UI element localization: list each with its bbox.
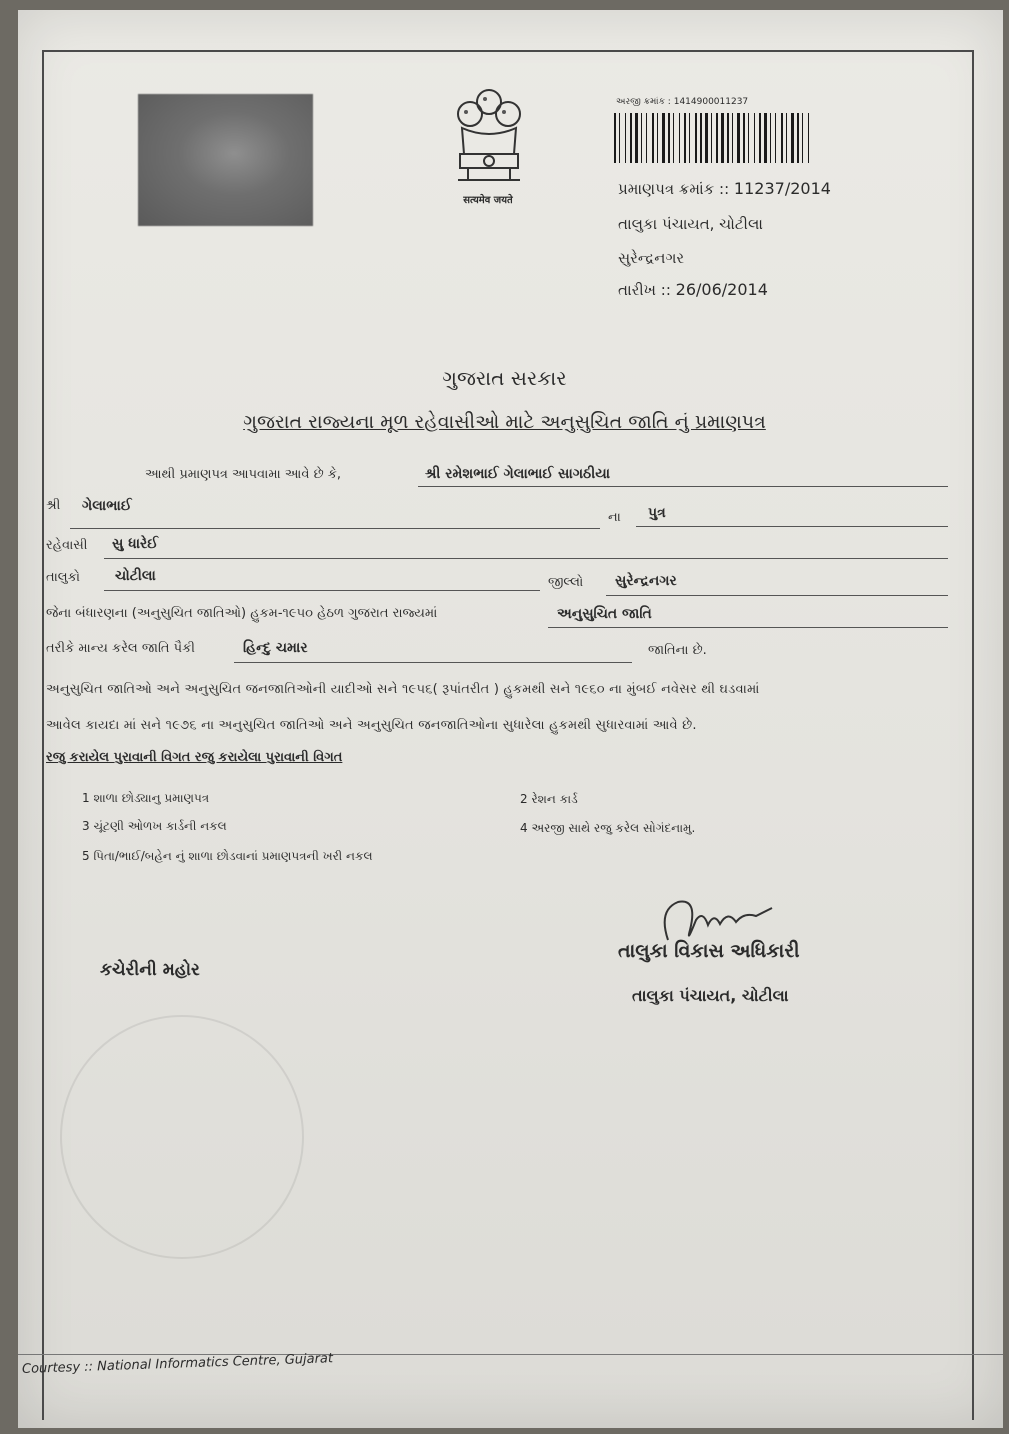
document-item-5: 5 પિતા/ભાઈ/બહેન નું શાળા છોડવાનાં પ્રમાણપત્રની ખરી નકલ xyxy=(82,849,373,863)
relation-prefix: ના xyxy=(608,510,621,525)
barcode-bar xyxy=(662,113,665,163)
barcode-bar xyxy=(737,113,740,163)
residence-rule xyxy=(104,558,948,559)
intro-text: આથી પ્રમાણપત્ર આપવામા આવે છે કે, xyxy=(145,467,342,482)
courtesy-footer: Courtesy :: National Informatics Centre, Gujarat xyxy=(21,1351,334,1377)
category-rule xyxy=(548,627,948,628)
certificate-date: 26/06/2014 xyxy=(675,280,768,299)
barcode-bar xyxy=(786,113,787,163)
barcode-bar xyxy=(705,113,708,163)
document-item-1: 1 શાળા છોડ્યાનુ પ્રમાણપત્ર xyxy=(82,791,210,805)
application-number-label: અરજી ક્રમાંક : xyxy=(616,97,671,107)
barcode-bar xyxy=(684,113,686,163)
caste-rule xyxy=(234,662,632,663)
barcode-bar xyxy=(797,113,799,163)
applicant-photo xyxy=(138,94,313,226)
certificate-title: ગુજરાત રાજ્યના મૂળ રહેવાસીઓ માટે અનુસુચિત જાતિ નું પ્રમાણપત્ર xyxy=(243,411,766,433)
faded-seal xyxy=(60,1015,304,1259)
barcode-bar xyxy=(802,113,803,163)
barcode-bar xyxy=(764,113,767,163)
national-emblem-icon xyxy=(448,84,530,194)
district-rule xyxy=(606,595,948,596)
district-label: જીલ્લો xyxy=(548,575,584,590)
barcode-bar xyxy=(711,113,712,163)
certificate-number: 11237/2014 xyxy=(733,179,831,198)
barcode-bar xyxy=(635,113,638,163)
barcode-bar xyxy=(673,113,674,163)
barcode xyxy=(612,113,816,163)
certificate-date-label: તારીખ :: xyxy=(618,281,671,299)
barcode-bar xyxy=(641,113,642,163)
barcode-bar xyxy=(732,113,733,163)
barcode-bar xyxy=(652,113,654,163)
barcode-bar xyxy=(625,113,626,163)
barcode-bar xyxy=(781,113,783,163)
caste: હિન્દુ ચમાર xyxy=(243,640,308,656)
barcode-bar xyxy=(689,113,690,163)
order-text: જેના બંધારણના (અનુસુચિત જાતિઓ) હુકમ-૧૯૫૦ હેઠળ ગુજરાત રાજ્યમાં xyxy=(46,606,438,621)
government-heading: ગુજરાત સરકાર xyxy=(442,366,567,390)
father-name-rule xyxy=(70,528,600,529)
barcode-bar xyxy=(668,113,670,163)
signatory-title: તાલુકા વિકાસ અધિકારી xyxy=(618,940,800,962)
issuing-district: સુરેન્દ્રનગર xyxy=(618,249,685,267)
documents-heading: રજુ કરાયેલ પુરાવાની વિગત રજુ કરાયેલા પુરાવાની વિગત xyxy=(46,750,343,765)
caste-suffix: જાતિના છે. xyxy=(648,643,707,658)
category: અનુસુચિત જાતિ xyxy=(557,606,652,622)
barcode-bar xyxy=(657,113,658,163)
barcode-bar xyxy=(630,113,632,163)
district: સુરેન્દ્રનગર xyxy=(615,573,677,589)
document-item-2: 2 રેશન કાર્ડ xyxy=(520,792,578,806)
document-item-3: 3 ચૂંટણી ઓળખ કાર્ડની નકલ xyxy=(82,819,227,833)
office-seal-label: કચેરીની મહોર xyxy=(100,960,200,980)
barcode-bar xyxy=(791,113,794,163)
document-item-4: 4 અરજી સાથે રજુ કરેલ સોગંદનામુ. xyxy=(520,821,696,835)
barcode-bar xyxy=(646,113,647,163)
certificate-number-line xyxy=(618,179,831,198)
holder-name: શ્રી રમેશભાઈ ગેલાભાઈ સાગઠીયા xyxy=(425,466,611,482)
application-number xyxy=(616,97,748,107)
relation: પુત્ર xyxy=(648,505,666,521)
holder-name-rule xyxy=(418,486,948,487)
signatory-office: તાલુકા પંચાયત, ચોટીલા xyxy=(632,986,789,1005)
residence-label: રહેવાસી xyxy=(46,538,88,553)
barcode-bar xyxy=(770,113,771,163)
barcode-bar xyxy=(775,113,776,163)
barcode-bar xyxy=(743,113,745,163)
application-number-value: 1414900011237 xyxy=(673,97,749,107)
paragraph-line-1: અનુસુચિત જાતિઓ અને અનુસુચિત જનજાતિઓની યાદીઓ સને ૧૯૫૬( રૂપાંતરીત ) હુકમથી સને ૧૯૬૦ ના મુંબઈ નવેસર થી ઘડવામાં xyxy=(46,682,760,697)
barcode-bar xyxy=(700,113,702,163)
taluka-label: તાલુકો xyxy=(46,570,81,585)
barcode-bar xyxy=(727,113,729,163)
barcode-bar xyxy=(716,113,718,163)
barcode-bar xyxy=(679,113,680,163)
taluka-rule xyxy=(104,590,540,591)
barcode-bar xyxy=(721,113,724,163)
taluka: ચોટીલા xyxy=(115,568,156,584)
certificate-date-line xyxy=(618,280,768,299)
barcode-bar xyxy=(759,113,761,163)
barcode-bar xyxy=(754,113,755,163)
barcode-bar xyxy=(619,113,620,163)
issuing-office: તાલુકા પંચાયત, ચોટીલા xyxy=(618,215,763,233)
barcode-bar xyxy=(614,113,616,163)
barcode-bar xyxy=(808,113,809,163)
barcode-bar xyxy=(748,113,749,163)
recognized-label: તરીકે માન્ય કરેલ જાતિ પૈકી xyxy=(46,641,195,656)
father-name: ગેલાભાઈ xyxy=(82,498,132,514)
emblem-caption: सत्यमेव जयते xyxy=(463,195,513,206)
footer-rule xyxy=(18,1354,1003,1355)
certificate-number-label: પ્રમાણપત્ર ક્રમાંક :: xyxy=(618,180,730,198)
residence: સુ ધારેઈ xyxy=(112,536,159,552)
paragraph-line-2: આવેલ કાયદા માં સને ૧૯૭૬ ના અનુસુચિત જાતિઓ અને અનુસુચિત જનજાતિઓના સુધારેલા હુકમથી સુધારવામાં આવે છે. xyxy=(46,718,697,733)
father-prefix: શ્રી xyxy=(46,498,61,513)
barcode-bar xyxy=(695,113,697,163)
relation-rule xyxy=(636,526,948,527)
